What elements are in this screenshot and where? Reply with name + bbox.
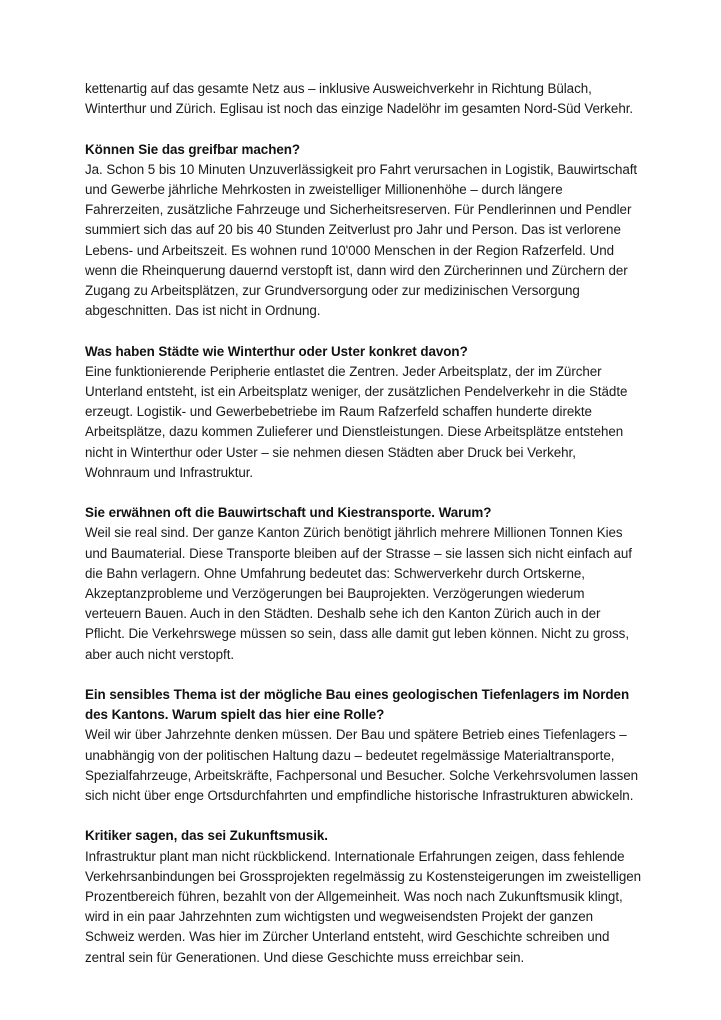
answer-paragraph-2: Eine funktionierende Peripherie entlastet die Zentren. Jeder Arbeitsplatz, der im Zürcher Unterland entsteht, ist ein Arbeitsplatz weniger, der zusätzlichen Pendelverkehr in die Städte erzeugt. Logistik- und Gewerbebetriebe im Raum Rafzerfeld schaffen hunderte direkte Arbeitsplätze, dazu kommen Zulieferer und Dienstleistungen. Diese Arbeitsplätze entstehen nicht in Winterthur oder Uster – sie nehmen diesen Städten aber Druck bei Verkehr, Wohnraum und Infrastruktur. xyxy=(85,363,628,480)
answer-paragraph-4: Weil wir über Jahrzehnte denken müssen. Der Bau und spätere Betrieb eines Tiefenlagers – unabhängig von der politischen Haltung dazu – bedeutet regelmässige Materialtransporte, Spezialfahrzeuge, Arbeitskräfte, Fachpersonal und Besucher. Solche Verkehrsvolumen lassen sich nicht über enge Ortsdurchfahrten und empfindliche historische Infrastrukturen abwickeln. xyxy=(85,727,639,804)
question-heading-2: Was haben Städte wie Winterthur oder Uster konkret davon? xyxy=(85,343,468,359)
qa-block-1 xyxy=(85,140,642,322)
paragraph-spacer xyxy=(85,119,642,139)
qa-block-3 xyxy=(85,503,642,665)
question-heading-3: Sie erwähnen oft die Bauwirtschaft und Kiestransporte. Warum? xyxy=(85,505,492,521)
qa-block-4 xyxy=(85,685,642,806)
qa-block-5 xyxy=(85,826,642,967)
paragraph-spacer xyxy=(85,483,642,503)
document-text-column xyxy=(85,79,642,968)
answer-paragraph-1: Ja. Schon 5 bis 10 Minuten Unzuverlässigkeit pro Fahrt verursachen in Logistik, Bauwirtschaft und Gewerbe jährliche Mehrkosten in zweistelliger Millionenhöhe – durch längere Fahrerzeiten, zusätzliche Fahrzeuge und Sicherheitsreserven. Für Pendlerinnen und Pendler summiert sich das auf 20 bis 40 Stunden Zeitverlust pro Jahr und Person. Das ist verlorene Lebens- und Arbeitszeit. Es wohnen rund 10'000 Menschen in der Region Rafzerfeld. Und wenn die Rheinquerung dauernd verstopft ist, dann wird den Zürcherinnen und Zürchern der Zugang zu Arbeitsplätzen, zur Grundversorgung oder zur medizinischen Versorgung abgeschnitten. Das ist nicht in Ordnung. xyxy=(85,161,638,319)
paragraph-spacer xyxy=(85,321,642,341)
paragraph-spacer xyxy=(85,806,642,826)
intro-paragraph: kettenartig auf das gesamte Netz aus – inklusive Ausweichverkehr in Richtung Bülach, Winterthur und Zürich. Eglisau ist noch das einzige Nadelöhr im gesamten Nord-Süd Verkehr. xyxy=(85,81,634,117)
paragraph-spacer xyxy=(85,665,642,685)
question-heading-5: Kritiker sagen, das sei Zukunftsmusik. xyxy=(85,828,328,844)
qa-block-2 xyxy=(85,342,642,483)
question-heading-1: Können Sie das greifbar machen? xyxy=(85,141,300,157)
answer-paragraph-5: Infrastruktur plant man nicht rückblickend. Internationale Erfahrungen zeigen, dass fehlende Verkehrsanbindungen bei Grossprojekten regelmässig zu Kostensteigerungen im zweistelligen Prozentbereich führen, bezahlt von der Allgemeinheit. Was noch nach Zukunftsmusik klingt, wird in ein paar Jahrzehnten zum wichtigsten und wegweisendsten Projekt der ganzen Schweiz werden. Was hier im Zürcher Unterland entsteht, wird Geschichte schreiben und zentral sein für Generationen. Und diese Geschichte muss erreichbar sein. xyxy=(85,848,642,965)
answer-paragraph-3: Weil sie real sind. Der ganze Kanton Zürich benötigt jährlich mehrere Millionen Tonnen Kies und Baumaterial. Diese Transporte bleiben auf der Strasse – sie lassen sich nicht einfach auf die Bahn verlagern. Ohne Umfahrung bedeutet das: Schwerverkehr durch Ortskerne, Akzeptanzprobleme und Verzögerungen bei Bauprojekten. Verzögerungen wiederum verteuern Bauen. Auch in den Städten. Deshalb sehe ich den Kanton Zürich auch in der Pflicht. Die Verkehrswege müssen so sein, dass alle damit gut leben können. Nicht zu gross, aber auch nicht verstopft. xyxy=(85,525,632,662)
question-heading-4: Ein sensibles Thema ist der mögliche Bau eines geologischen Tiefenlagers im Norden des Kantons. Warum spielt das hier eine Rolle? xyxy=(85,687,630,723)
